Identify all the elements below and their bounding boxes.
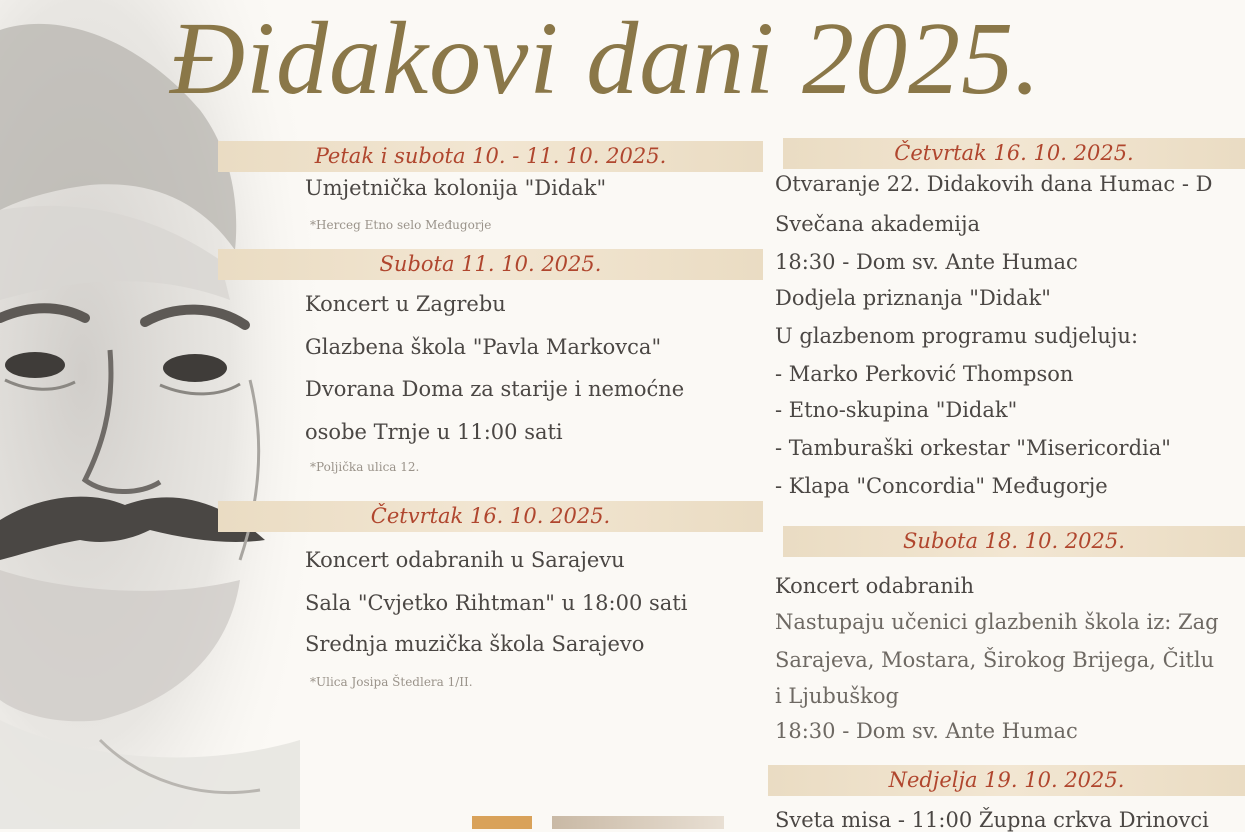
event-line: - Marko Perković Thompson (775, 362, 1074, 386)
venue-note: *Herceg Etno selo Međugorje (310, 218, 492, 232)
date-band-left-1: Petak i subota 10. - 11. 10. 2025. (218, 141, 763, 172)
venue-note: *Ulica Josipa Štedlera 1/II. (310, 675, 473, 689)
date-band-left-2: Subota 11. 10. 2025. (218, 249, 763, 280)
sponsor-logo-icon (552, 816, 724, 829)
event-line: Svečana akademija (775, 212, 980, 236)
event-line: i Ljubuškog (775, 684, 899, 708)
date-band-left-3: Četvrtak 16. 10. 2025. (218, 501, 763, 532)
event-line: 18:30 - Dom sv. Ante Humac (775, 719, 1078, 743)
event-line: Koncert u Zagrebu (305, 292, 506, 316)
event-line: Koncert odabranih (775, 574, 975, 598)
event-line: Umjetnička kolonija "Didak" (305, 176, 607, 200)
event-line: Nastupaju učenici glazbenih škola iz: Zag (775, 610, 1219, 634)
event-line: Dodjela priznanja "Didak" (775, 286, 1051, 310)
event-line: - Tamburaški orkestar "Misericordia" (775, 436, 1171, 460)
event-line: Otvaranje 22. Didakovih dana Humac - D (775, 172, 1213, 196)
date-band-right-1: Četvrtak 16. 10. 2025. (783, 138, 1245, 169)
event-line: Koncert odabranih u Sarajevu (305, 548, 625, 572)
portrait-sketch (0, 0, 330, 829)
event-line: Dvorana Doma za starije i nemoćne (305, 377, 685, 401)
event-line: Srednja muzička škola Sarajevo (305, 632, 645, 656)
event-line: Sarajeva, Mostara, Širokog Brijega, Čitlu (775, 648, 1215, 672)
event-line: Sala "Cvjetko Rihtman" u 18:00 sati (305, 591, 688, 615)
venue-note: *Poljička ulica 12. (310, 460, 420, 474)
page-title: Đidakovi dani 2025. (170, 1, 1042, 116)
event-line: 18:30 - Dom sv. Ante Humac (775, 250, 1078, 274)
event-line: - Klapa "Concordia" Međugorje (775, 474, 1108, 498)
sponsor-logo-icon (472, 816, 532, 829)
date-band-right-2: Subota 18. 10. 2025. (783, 526, 1245, 557)
event-line: U glazbenom programu sudjeluju: (775, 324, 1139, 348)
event-line: - Etno-skupina "Didak" (775, 398, 1018, 422)
event-line: osobe Trnje u 11:00 sati (305, 420, 563, 444)
event-line: Glazbena škola "Pavla Markovca" (305, 335, 662, 359)
event-line: Sveta misa - 11:00 Župna crkva Drinovci (775, 808, 1209, 832)
date-band-right-3: Nedjelja 19. 10. 2025. (768, 765, 1245, 796)
